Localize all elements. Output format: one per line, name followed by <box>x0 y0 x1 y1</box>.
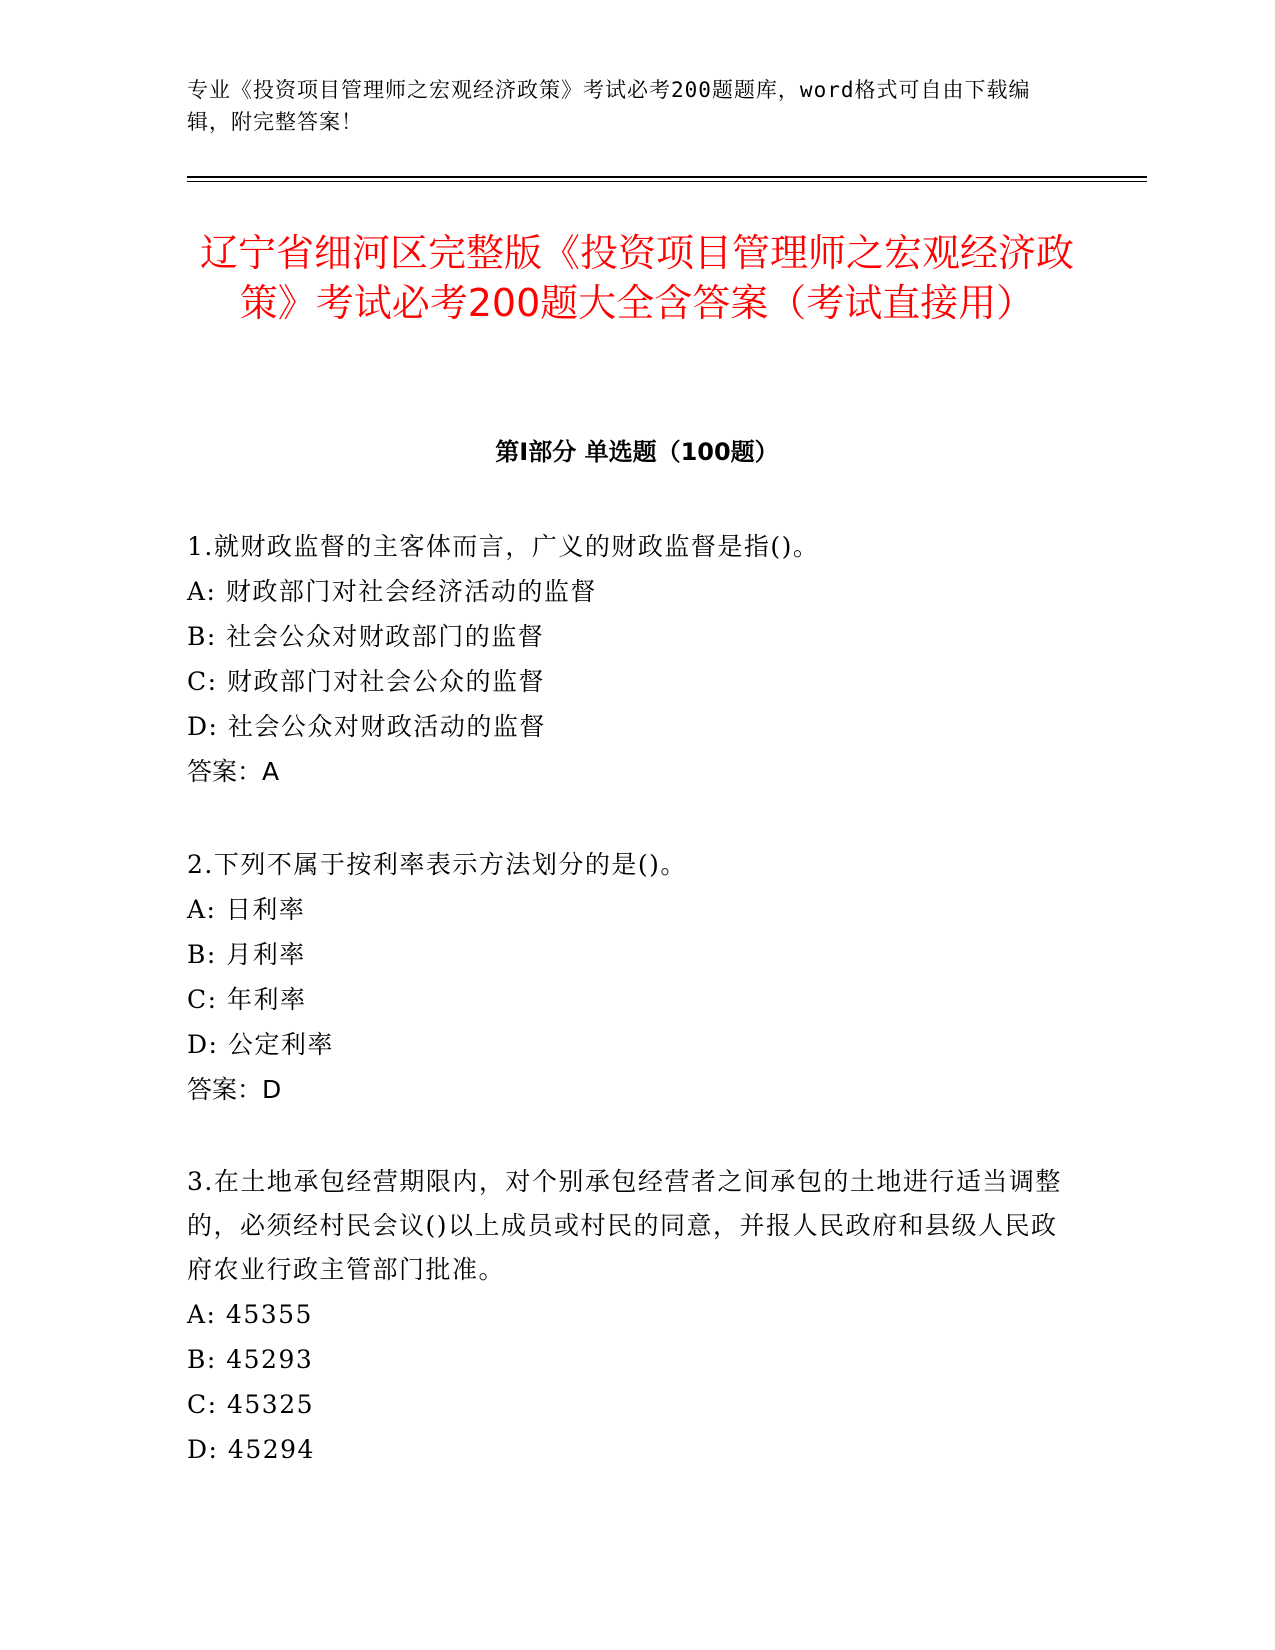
header-divider-thick <box>187 176 1147 178</box>
option-b: B: 社会公众对财政部门的监督 <box>187 622 545 651</box>
option-c: C: 财政部门对社会公众的监督 <box>187 667 545 696</box>
question-stem: 1.就财政监督的主客体而言，广义的财政监督是指()。 <box>187 532 820 561</box>
question-stem: 2.下列不属于按利率表示方法划分的是()。 <box>187 850 687 879</box>
option-a: A: 45355 <box>187 1300 313 1329</box>
answer: 答案：A <box>187 757 280 786</box>
question-stem: 3.在土地承包经营期限内，对个别承包经营者之间承包的土地进行适当调整的，必须经村民会议()以上成员或村民的同意，并报人民政府和县级人民政府农业行政主管部门批准。 <box>187 1167 1062 1284</box>
option-c: C: 年利率 <box>187 985 307 1014</box>
question-1 <box>187 524 1067 794</box>
option-b: B: 月利率 <box>187 940 306 969</box>
question-2 <box>187 842 1067 1112</box>
question-3 <box>187 1160 1067 1472</box>
header-note: 专业《投资项目管理师之宏观经济政策》考试必考200题题库，word格式可自由下载编辑，附完整答案！ <box>187 78 1031 134</box>
section-title: 第Ⅰ部分 单选题（100题） <box>495 438 779 466</box>
document-title: 辽宁省细河区完整版《投资项目管理师之宏观经济政策》考试必考200题大全含答案（考试直接用） <box>199 231 1074 325</box>
option-d: D: 社会公众对财政活动的监督 <box>187 712 546 741</box>
answer: 答案：D <box>187 1075 282 1104</box>
option-c: C: 45325 <box>187 1390 315 1419</box>
option-a: A: 日利率 <box>187 895 306 924</box>
option-b: B: 45293 <box>187 1345 314 1374</box>
option-d: D: 45294 <box>187 1435 315 1464</box>
option-d: D: 公定利率 <box>187 1030 334 1059</box>
option-a: A: 财政部门对社会经济活动的监督 <box>187 577 597 606</box>
header-divider-thin <box>187 181 1147 182</box>
